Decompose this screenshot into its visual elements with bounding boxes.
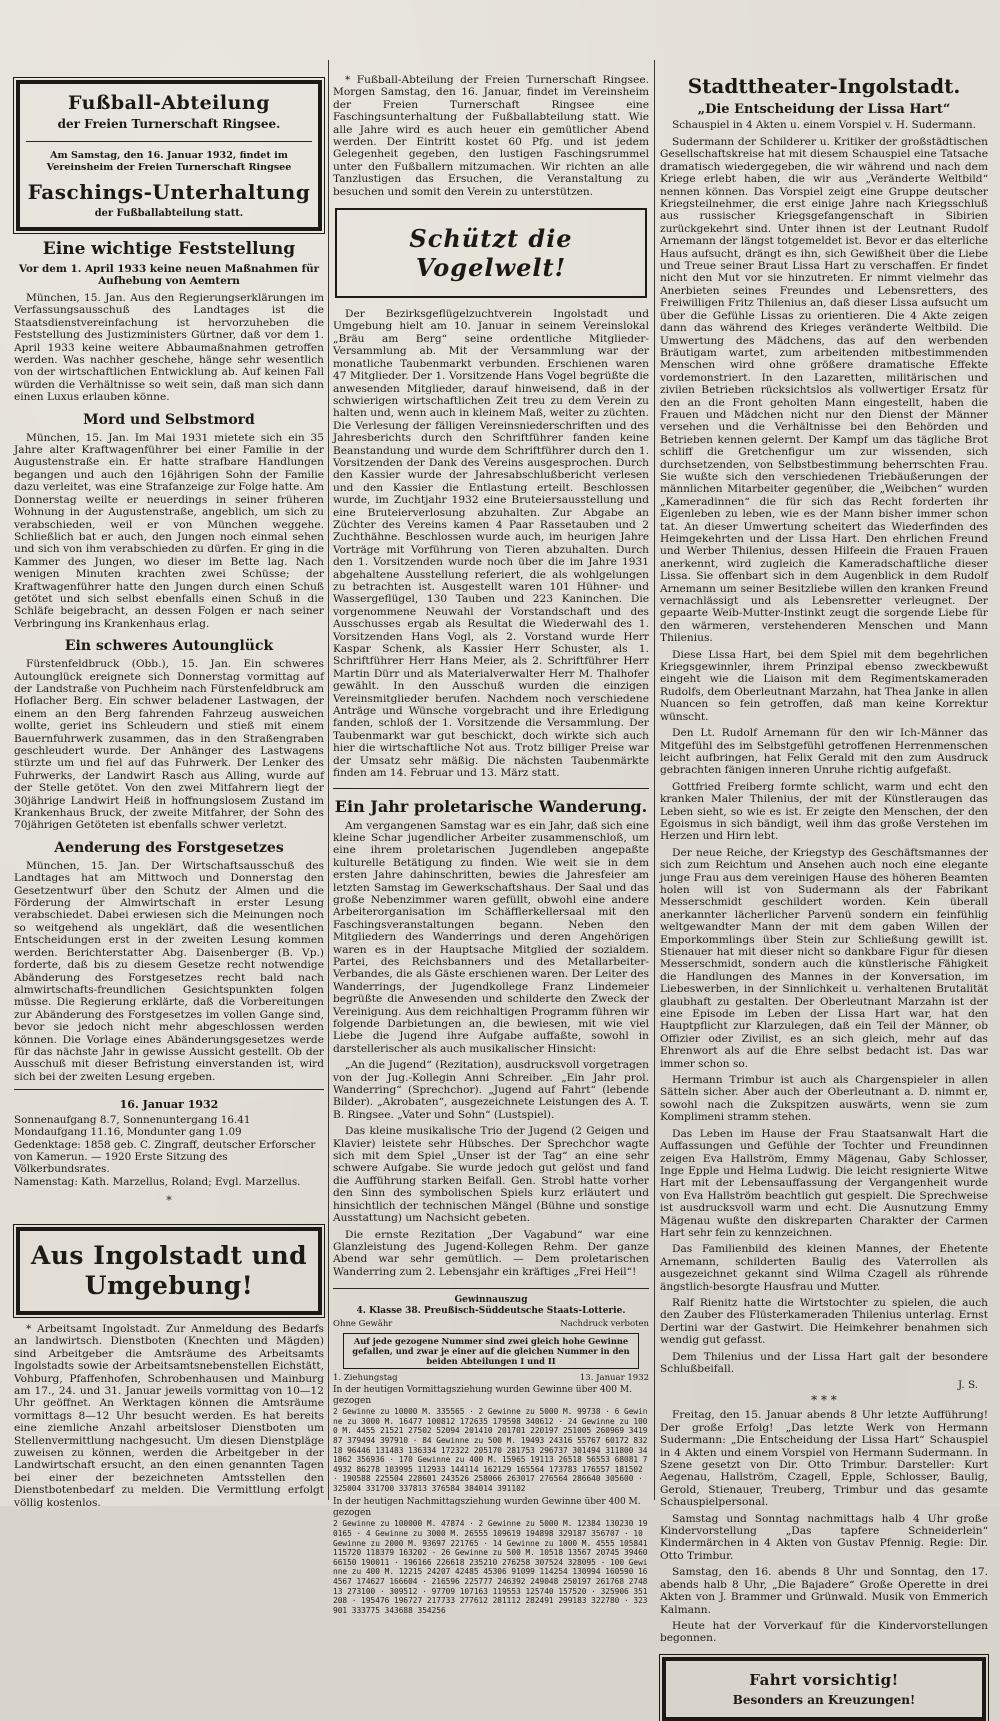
- subhead-feststellung: Vor dem 1. April 1933 keine neuen Maßnahmen für Aufhebung von Aemtern: [18, 263, 320, 287]
- headline-forstgesetz: Aenderung des Forstgesetzes: [54, 839, 284, 856]
- lottery-right: Nachdruck verboten: [560, 1319, 649, 1330]
- article-text: Diese Lissa Hart, bei dem Spiel mit dem begehrlichen Kriegsgewinnler, ihrem Prinzipal ebenso zweckbewußt eingeht wie die Liaison mit dem Regimentskameraden Rudolfs, dem Oberleutnant Marzahn, hat Thea Janke in allen Nuancen so fein getroffen, daß man keine Korrektur wünscht.: [660, 648, 988, 723]
- play-subtitle: Schauspiel in 4 Akten u. einem Vorspiel v. H. Sudermann.: [672, 119, 976, 131]
- ad-footer: der Fußballabteilung statt.: [94, 208, 244, 219]
- lottery-am-numbers: 2 Gewinne zu 10000 M. 335565 · 2 Gewinne zu 5000 M. 99738 · 6 Gewinne zu 3000 M. 16477 100812 172635 179598 340612 · 24 Gewinne zu 1000 M. 4455 21521 27502 52094 201410 201701 220197 251005 260969 341987 379494 397910 · 84 Gewinne zu 500 M. 19493 24316 55767 60172 83218 96446 131483 136334 172322 205170 281753 296737 301494 311800 341862 356936 · 170 Gewinne zu 400 M. 15965 19113 26518 56553 68081 74932 86278 103995 112933 144114 162129 165564 173783 176557 181502 · 190588 225504 228601 243526 258066 263017 276564 286640 305600 · 325004 331700 337813 376584 384014 391102: [333, 1407, 648, 1493]
- ad-line1: Fahrt vorsichtig!: [749, 1670, 899, 1689]
- headline-feststellung: Eine wichtige Feststellung: [42, 239, 296, 259]
- article-text: Hermann Trimbur ist auch als Chargenspieler in allen Sätteln sicher. Aber auch der Oberleutnant a. D. nimmt er, sowohl nach die Zukspitzen auswärts, wenn sie zum Komplimeni stramm stehen.: [660, 1074, 988, 1124]
- lottery-row: [333, 1319, 649, 1329]
- section-title-line1: Aus Ingolstadt und: [30, 1240, 308, 1270]
- headline-autounglueck: Ein schweres Autounglück: [64, 638, 274, 655]
- lottery-block: [333, 1295, 653, 1615]
- article-text: Das Familienbild des kleinen Mannes, der Ehetente Arnemann, schilderten Baulig des Vaterrollen als ausgezeichnet gekannt sind Wilma Czagell als rührende ängstlich-besorgte Hausfrau und Mutter.: [660, 1243, 988, 1293]
- article-text: * Fußball-Abteilung der Freien Turnerschaft Ringsee. Morgen Samstag, den 16. Januar, findet im Vereinsheim der Freien Turnerschaft Ringsee eine Faschingsunterhaltung der Fußballabteilung statt. Wie alle Jahre wird es auch heuer ein gemütlicher Abend werden. Der Eintritt kostet 60 Pfg. und ist jedem Gelegenheit gegeben, den lustigen Faschingsrummel unter den Fußballern mitzumachen. Wir richten an alle Tanzlustigen das Ersuchen, die Veranstaltung zu besuchen und somit den Verein zu unterstützen.: [333, 74, 649, 198]
- column-divider: [654, 60, 655, 1500]
- article-text: Das kleine musikalische Trio der Jugend (2 Geigen und Klavier) leistete sehr Hübsches. Der Sprechchor wagte sich mit dem Spiel „Unser ist der Tag“ an eine sehr schwere Aufgabe. Sie wurde jedoch gut gelöst und fand die Aufführung starken Beifall. Gen. Strobl hatte vorher den Sinn des symbolischen Spiels kurz erläutert und hinsichtlich der technischen Mängel (Bühne und sonstige Ausstattung) um Nachsicht gebeten.: [333, 1125, 649, 1225]
- headline-mord: Mord und Selbstmord: [83, 411, 255, 428]
- fussball-advertisement: [16, 80, 322, 231]
- article-text: Freitag, den 15. Januar abends 8 Uhr letzte Aufführung! Der große Erfolg! „Das letzte Werk von Hermann Sudermann: „Die Entscheidung der Lissa Hart“ Schauspiel in 4 Akten und einem Vorspiel von Hermann Sudermann. In Szene gesetzt von Dir. Otto Trimbur. Darsteller: Kurt Aegenau, Hallström, Czagell, Epple, Schlosser, Baulig, Gerold, Stienauer, Treuberg, Trimbur und das gesamte Schauspielpersonal.: [660, 1409, 988, 1509]
- calendar-gedenktage: Gedenktage: 1858 geb. C. Zingraff, deutscher Erforscher von Kamerun. — 1920 Erste Sitzung des Völkerbundsrates.: [14, 1138, 316, 1176]
- article-text: München, 15. Jan. Aus den Regierungserklärungen im Verfassungsausschuß des Landtages ist die Staatsdienstvereinfachung ist hervorzuheben die Feststellung des Justizministers Gürtner, daß vor dem 1. April 1933 keine weitere Abbaumaßnahmen getroffen werden. Was nachher geschehe, hänge sehr wesentlich von der wirtschaftlichen Entwicklung ab. Auf keinen Fall würden die Verhältnisse so weit sein, daß man sich dann einen Luxus erlauben könne.: [14, 292, 324, 404]
- article-text: Ralf Rienitz hatte die Wirtstochter zu spielen, die auch den Zauber des Flüsterkameraden Thilenius unterlag. Ernst Dertini war der Gastwirt. Die Heimkehrer benahmen sich wendig gut gefasst.: [660, 1296, 988, 1347]
- ad-text: Am Samstag, den 16. Januar 1932, findet im Vereinsheim der Freien Turnerschaft Ringsee: [46, 150, 292, 173]
- lottery-date: 13. Januar 1932: [579, 1373, 649, 1384]
- signature: J. S.: [957, 1379, 978, 1392]
- lottery-pm-head: In der heutigen Nachmittagsziehung wurden Gewinne über 400 M. gezogen: [333, 1497, 641, 1519]
- separator-star: *: [166, 1193, 172, 1207]
- article-text: * Arbeitsamt Ingolstadt. Zur Anmeldung des Bedarfs an landwirtsch. Dienstboten (Knechten und Mägden) sind Arbeitgeber die Amtsräume des Arbeitsamts Ingolstadts sowie der Arbeitsamtsnebenstellen Eichstätt, Vohburg, Pfaffenhofen, Schrobenhausen und Mainburg am 17., 24. und 31. Januar jeweils vormittag von 10—12 Uhr geöffnet. An Werktagen können die Amtsräume vormittags 8—12 Uhr besucht werden. Es hat bereits eine ziemliche Anzahl arbeitsloser Dienstboten um Stellenvermittlung nachgesucht. Um diesen Dienstpläge zuweisen zu können, werden die Arbeitgeber in der Landwirtschaft ersucht, an den einen genannten Tagen bei einer der bezeichneten Amtsstellen den Dienstbotenbedarf zu melden. Die Vermittlung erfolgt völlig kostenlos.: [14, 1322, 324, 1509]
- article-text: Samstag und Sonntag nachmittags halb 4 Uhr große Kindervorstellung „Das tapfere Schneiderlein“ Kindermärchen in 4 Akten von Gustav Pfennig. Regie: Dir. Otto Trimbur.: [660, 1512, 988, 1562]
- article-text: Das Leben im Hause der Frau Staatsanwalt Hart die Auffassungen und Gefühle der Tochter und Freundinnen zeigen Eva Hallström, Emmy Mägenau, Gaby Schlosser, Inge Epple und Helma Ludwig. Die leicht resignierte Witwe Hart mit der Lebensauffassung der Vergangenheit wurde von Eva Hallström beachtlich gut gespielt. Die Sprechweise ist ausdrucksvoll warm und echt. Die Ausnutzung Emmy Mägenau wußte den diskreparten Charakter der Carmen Hart sehr fein zu kennzeichnen.: [660, 1127, 988, 1239]
- column-2: [333, 60, 653, 1615]
- column-1: [14, 60, 324, 1509]
- article-text: Dem Thilenius und der Lissa Hart galt der besondere Schlußbeifall.: [660, 1350, 988, 1375]
- section-title-line2: Umgebung!: [84, 1270, 254, 1300]
- article-text: Am vergangenen Samstag war es ein Jahr, daß sich eine kleine Schar jugendlicher Arbeiter zusammenschloß, um eine ihrem proletarischen Jugendleben angepaßte kulturelle Betätigung zu finden. Wie weit sie in dem ersten Jahre dahinschritten, bewies die Jahresfeier am letzten Samstag im Gewerkschaftshaus. Der Saal und das große Nebenzimmer waren gefüllt, obwohl eine andere Arbeiterorganisation im Schäfflerkellersaal mit den Faschingsveranstaltungen begann. Neben den Mitgliedern des Wanderrings und deren Angehörigen waren es in der Hauptsache Mitglied der sozialdem. Partei, des Reichsbanners und des Metallarbeiter-Verbandes, die als Gäste erschienen waren. Der Leiter des Wanderrings, der Jugendkollege Franz Lindemeier begrüßte die Anwesenden und schilderte den Zweck der Vereinigung. Aus dem reichhaltigen Programm führen wir folgende Darbietungen an, die bewiesen, mit wie viel Liebe die Jugend ihre Aufgabe auffaßte, sowohl in darstellerischer als auch musikalischer Hinsicht:: [333, 819, 649, 1055]
- lottery-left: Ohne Gewähr: [333, 1319, 393, 1330]
- article-text: Samstag, den 16. abends 8 Uhr und Sonntag, den 17. abends halb 8 Uhr, „Die Bajadere“ Große Operette in drei Akten von J. Brammer und Grünwald. Musik von Emmerich Kalmann.: [660, 1566, 988, 1616]
- banner-text: Schützt die Vogelwelt!: [409, 224, 573, 283]
- article-text: Gottfried Freiberg formte schlicht, warm und echt den kranken Maler Thilenius, der mit der Künstleraugen das Leben sieht, so wie es ist. Er zeigte den Menschen, der den Egoismus in sich bändigt, weil ihm das große Verstehen im Herzen und Hirn lebt.: [660, 780, 988, 843]
- article-text: München, 15. Jan. Im Mai 1931 mietete sich ein 35 Jahre alter Kraftwagenführer bei einer Familie in der Augustenstraße ein. Er hatte strafbare Handlungen begangen und auch den 16jährigen Sohn der Familie dazu verleitet, was eine Strafanzeige zur Folge hatte. Am Donnerstag weilte er neuerdings in seiner früheren Wohnung in der Augustenstraße, angeblich, um sich zu verabschieden, weil er von München weggehe. Schließlich bat er auch, den Jungen noch einmal sehen und sich von ihm verabschieden zu dürfen. Er ging in die Kammer des Jungen, wo dieser im Bette lag. Nach wenigen Minuten krachten zwei Schüsse; der Kraftwagenführer hatte den Jungen durch einen Schuß getötet und sich selbst ebenfalls einen Schuß in die Schläfe beigebracht, an dessen Folgen er nach seiner Verbringung ins Krankenhaus erlag.: [14, 431, 324, 630]
- article-text: „An die Jugend“ (Rezitation), ausdrucksvoll vorgetragen von der Jug.-Kollegin Anni Schreiber. „Ein Jahr prol. Wanderring“ (Sprechchor). „Jugend auf Fahrt“ (lebende Bilder). „Akrobaten“, ausgezeichnete Leistungen des A. T. B. Ringsee. „Vater und Sohn“ (Lustspiel).: [333, 1059, 649, 1121]
- lottery-head: Gewinnauszug: [454, 1295, 528, 1306]
- lottery-sub: 4. Klasse 38. Preußisch-Süddeutsche Staats-Lotterie.: [356, 1306, 626, 1317]
- play-title: „Die Entscheidung der Lissa Hart“: [697, 102, 951, 117]
- separator-stars: * * *: [811, 1393, 837, 1408]
- divider: [14, 1089, 324, 1090]
- calendar-date: 16. Januar 1932: [119, 1098, 219, 1112]
- article-text: Die ernste Rezitation „Der Vagabund“ war eine Glanzleistung des Jugend-Kollegen Rehm. Der ganze Abend war sehr gemütlich. — Dem proletarischen Wanderring zum 2. Lebensjahr ein kräftiges „Frei Heil“!: [333, 1228, 649, 1278]
- fahrt-vorsichtig-advertisement: [662, 1657, 986, 1721]
- divider: [333, 788, 649, 789]
- article-text: Sudermann der Schilderer u. Kritiker der großstädtischen Gesellschaftskreise hat mit diesem Schauspiel eine Tatsache dramatisch wiedergegeben, die wir während und nach dem Kriege erlebt haben, die wir aus „Veränderte Weltbild“ nennen können. Das Vorspiel zeigt eine Gruppe deutscher Kriegsteilnehmer, die erst einige Jahre nach Kriegsschluß aus russischer Kriegsgefangenschaft in Sibirien zurückgekehrt sind. Unter ihnen ist der Leutnant Rudolf Arnemann der längst totgemeldet ist. Bevor er das elterliche Haus aufsucht, drängt es ihn, sich Gewißheit über die Liebe und Treue seiner Braut Lissa Hart zu verschaffen. Er findet nicht den Mut vor sie hinzutreten. Er nimmt vielmehr das Anerbieten seines Freundes und Lebensretters, des Freiwilligen Fritz Thilenius an, daß dieser Lissa aufsucht um über die Gefühle Lissas zu orientieren. Die 4 Akte zeigen dann das während des Krieges veränderte Weltbild. Die Umwertung des Mädchens, das auf den werbenden Bräutigam wartet, zum arbeitenden mitbestimmenden Menschen wird ohne größere dramatische Effekte vordemonstriert. In den Lazaretten, militärischen und zivilen Betrieben rücksichtslos als vollwertiger Ersatz für den an die Front geholten Mann eingestellt, haben die Frauen und Mädchen nicht nur den Dienst der Männer versehen und die Verhältnisse bei den Behörden und Betrieben kennen gelernt. Der Kampf um das tägliche Brot schliff die Gretchenfigur um zur wissenden, sich durchsetzenden, von Selbstbestimmung beherrschten Frau. Sie wußte sich den verschiedenen Triebäußerungen der männlichen Mitarbeiter gegenüber, die „Weibchen“ wurden „Kameradinnen“ die für sich das Recht forderten ihr Eigenleben zu leben, wie es der Mann bisher immer schon tat. An dieser Umwertung scheitert das Wiederfinden des Heimgekehrten und der Lissa Hart. Den ehrlichen Freund und Werber Thilenius, dessen Hilfeein die Frauen Frauen anerkennt, wird zugleich die Kameradschaftliche dieser Lissa. Sie offenbart sich in dem Augenblick in dem Rudolf Arnemann um seiner Besitzliebe willen den kranken Freund vernachlässigt und als Lebensretter verleugnet. Der gepaarte Weib-Mutter-Instinkt zeugt die sorgende Liebe für den wärmeren, verstehenderen Menschen und Mann Thilenius.: [660, 136, 988, 645]
- article-text: Fürstenfeldbruck (Obb.), 15. Jan. Ein schweres Autounglück ereignete sich Donnerstag vormittag auf der Landstraße von Puchheim nach Fürstenfeldbruck am Hoflacher Berg. Ein schwer beladener Lastwagen, der einem an den Berg fahrenden Fahrzeug ausweichen wollte, geriet ins Schleudern und stieß mit einem Bauernfuhrwerk zusammen, das in den Straßengraben geschleudert wurde. Der Anhänger des Lastwagens stürzte um und fiel auf das Fuhrwerk. Der Lenker des Fuhrwerks, der Landwirt Rasch aus Alling, wurde auf der Stelle getötet. Von den zwei Mitfahrern liegt der 30jährige Landwirt Heiß in hoffnungslosem Zustand im Krankenhaus Bruck, der zweite Mitfahrer, der Sohn des 70jährigen Getöteten ist ebenfalls schwer verletzt.: [14, 658, 324, 832]
- article-text: Der Bezirksgeflügelzuchtverein Ingolstadt und Umgebung hielt am 10. Januar in seinem Vereinslokal „Bräu am Berg“ seine ordentliche Mitglieder-Versammlung ab. Mit der Versammlung war der monatliche Taubenmarkt verbunden. Erschienen waren 47 Mitglieder. Der 1. Vorsitzende Hans Vogel begrüßte die anwesenden Mitglieder, darauf hinweisend, daß in der schwierigen wirtschaftlichen Zeit treu zu dem Verein zu halten und, wenn auch in kleinem Maß, weiter zu züchten. Die Verlesung der fälligen Vereinsniederschriften und des Jahresberichts durch den Schriftführer fanden keine Beanstandung und wurde dem Schriftführer durch den 1. Vorsitzenden der Dank des Vereins ausgesprochen. Durch den Kassier wurde der Jahresabschlußbericht verlesen und den Kassier die Entlastung erteilt. Beschlossen wurde, im Zuchtjahr 1932 eine Bruteiersausstellung und eine Bruteierverlosung abzuhalten. Zur Abgabe an Züchter des Vereins kamen 4 Paar Rassetauben und 2 Zuchthähne. Beschlossen wurde auch, im heurigen Jahre Vorträge mit Vorführung von Tieren abzuhalten. Durch den 1. Vorsitzenden wurde noch über die im Jahre 1931 abgehaltene Ausstellung referiert, die als wohlgelungen zu betrachten ist. Ausgestellt waren 101 Hühner- und Wassergeflügel, 130 Tauben und 223 Kaninchen. Die vorgenommene Neuwahl der Vorstandschaft und des Ausschusses ergab als Resultat die Wiederwahl des 1. Vorsitzenden Hans Vogl, als 2. Vorstand wurde Herr Kaspar Schenk, als Kassier Herr Schuster, als 1. Schriftführer Herr Hans Meier, als 2. Schriftführer Herr Martin Dürr und als Materialverwalter Herr M. Thalhofer gewählt. In den Ausschuß wurden die einzigen Vereinsmitglieder berufen. Nachdem noch verschiedene Anträge und Wünsche vorgebracht und ihre Erledigung fanden, schloß der 1. Vorsitzende die Versammlung. Der Taubenmarkt war gut beschickt, doch wirkte sich auch hier die wirtschaftliche Not aus. Trotz billiger Preise war der Umsatz sehr mäßig. Die nächsten Taubenmärkte finden am 14. Februar und 13. März statt.: [333, 308, 649, 780]
- divider: [333, 1288, 649, 1289]
- ad-subtitle: der Freien Turnerschaft Ringsee.: [57, 117, 281, 131]
- ad-event: Faschings-Unterhaltung: [27, 180, 311, 204]
- article-text: München, 15. Jan. Der Wirtschaftsausschuß des Landtages hat am Mittwoch und Donnerstag den Gesetzentwurf über den Schutz der Almen und die Förderung der Almwirtschaft in erster Lesung verabschiedet. Dabei erwiesen sich die Meinungen noch so weitgehend als ungeklärt, daß die wesentlichen Entscheidungen erst in der zweiten Lesung kommen werden. Berichterstatter Abg. Daisenberger (B. Vp.) forderte, daß bis zu diesem Gesetze recht notwendige Abänderung des Forstgesetzes recht bald nach almwirtschafts-freundlichen Gesichtspunkten folgen müsse. Die Regierung erklärte, daß die Vorbereitungen zur Abänderung des Forstgesetzes im vollen Gange sind, bevor sie jedoch nicht mehr abgeschlossen werden können. Die Vorlage eines Abänderungsgesetzes werde für das nächste Jahr in gewisse Aussicht gestellt. Ob der Ausschuß mit dieser Befristung einverstanden ist, wird sich bei der zweiten Lesung ergeben.: [14, 859, 324, 1083]
- lottery-note: Auf jede gezogene Nummer sind zwei gleich hohe Gewinne gefallen, und zwar je einer auf die gleichen Nummer in den beiden Abteilungen I und II: [343, 1333, 639, 1369]
- article-text: Heute hat der Vorverkauf für die Kindervorstellungen begonnen.: [660, 1619, 988, 1645]
- lottery-pm-numbers: 2 Gewinne zu 100000 M. 47874 · 2 Gewinne zu 5000 M. 12384 130230 190165 · 4 Gewinne zu 3000 M. 26555 109619 194898 329187 356707 · 10 Gewinne zu 2000 M. 93697 221765 · 14 Gewinne zu 1000 M. 4555 105841 115720 118379 163202 · 26 Gewinne zu 500 M. 10518 13567 20745 39460 66150 190011 · 196166 226618 235210 276258 307524 328095 · 100 Gewinne zu 400 M. 12215 24207 42485 45306 91099 114254 130994 160590 164567 174627 166604 · 216596 225777 246392 249048 250197 261768 274813 273100 · 309512 · 97709 107163 119553 125740 157520 · 325906 351208 · 195476 196727 217733 277612 281112 282491 299183 322780 · 323901 333775 343688 354256: [333, 1519, 653, 1615]
- lottery-day: 1. Ziehungstag: [333, 1373, 398, 1384]
- banner-box: [335, 208, 647, 298]
- divider: [26, 141, 312, 142]
- ad-title: Fußball-Abteilung: [67, 92, 271, 114]
- lottery-am-head: In der heutigen Vormittagsziehung wurden Gewinne über 400 M. gezogen: [333, 1385, 632, 1407]
- lottery-row: [333, 1373, 649, 1383]
- calendar-sun: Sonnenaufgang 8.7, Sonnenuntergang 16.41: [14, 1114, 251, 1127]
- ad-line2: Besonders an Kreuzungen!: [732, 1692, 916, 1707]
- calendar-block: [14, 1098, 324, 1188]
- headline-wanderung: Ein Jahr proletarische Wanderung.: [334, 796, 648, 816]
- calendar-moon: Mondaufgang 11.16, Mondunter gang 1.09: [14, 1126, 242, 1139]
- column-3: [660, 60, 988, 1707]
- article-text: Der neue Reiche, der Kriegstyp des Geschäftsmannes der sich zum Reichtum und Ansehen auch noch eine elegante junge Frau aus dem vereinigen Hause des höheren Beamten holen will ist von Sudermann als der Fabrikant Messerschmidt geschildert worden. Kein überall anerkannter lächerlicher Parvenü sondern ein feinfühlig weltgewandter Mann der mit dem gaben Willen der Emporkommlings über Stein zur Schließung gewillt ist. Stienauer hat mit dieser nicht so dankbare Figur für diesen Messerschmidt, sondern auch die künstlerische Fähigkeit die Handlungen des Mannes in der Konversation, im Liebeswerben, in der Sinnlichkeit u. verhaltenen Brutalität glaubhaft zu gestalten. Der Oberleutnant Marzahn ist der eine Episode im Leben der Lissa Hart war, hat den Hauptpflicht zur Klarzulegen, daß ein Teil der Männer, ob Offizier oder Zivilist, es an sich gleich, mehr auf das Ehrenwort als auf die Ehre selbst bedacht ist. Das war immer schon so.: [660, 846, 988, 1070]
- section-header-ingolstadt: [16, 1227, 322, 1315]
- calendar-namenstag: Namenstag: Kath. Marzellus, Roland; Evgl. Marzellus.: [14, 1175, 301, 1188]
- theater-title: Stadttheater-Ingolstadt.: [687, 74, 961, 98]
- article-text: Den Lt. Rudolf Arnemann für den wir Ich-Männer das Mitgefühl des im Selbstgefühl getroffenen Herrenmenschen leicht aufbringen, hat Felix Gerald mit den zum Ausdruck gebrachten fänigen inneren Unruhe richtig aufgefaßt.: [660, 727, 988, 777]
- column-divider: [328, 60, 329, 1500]
